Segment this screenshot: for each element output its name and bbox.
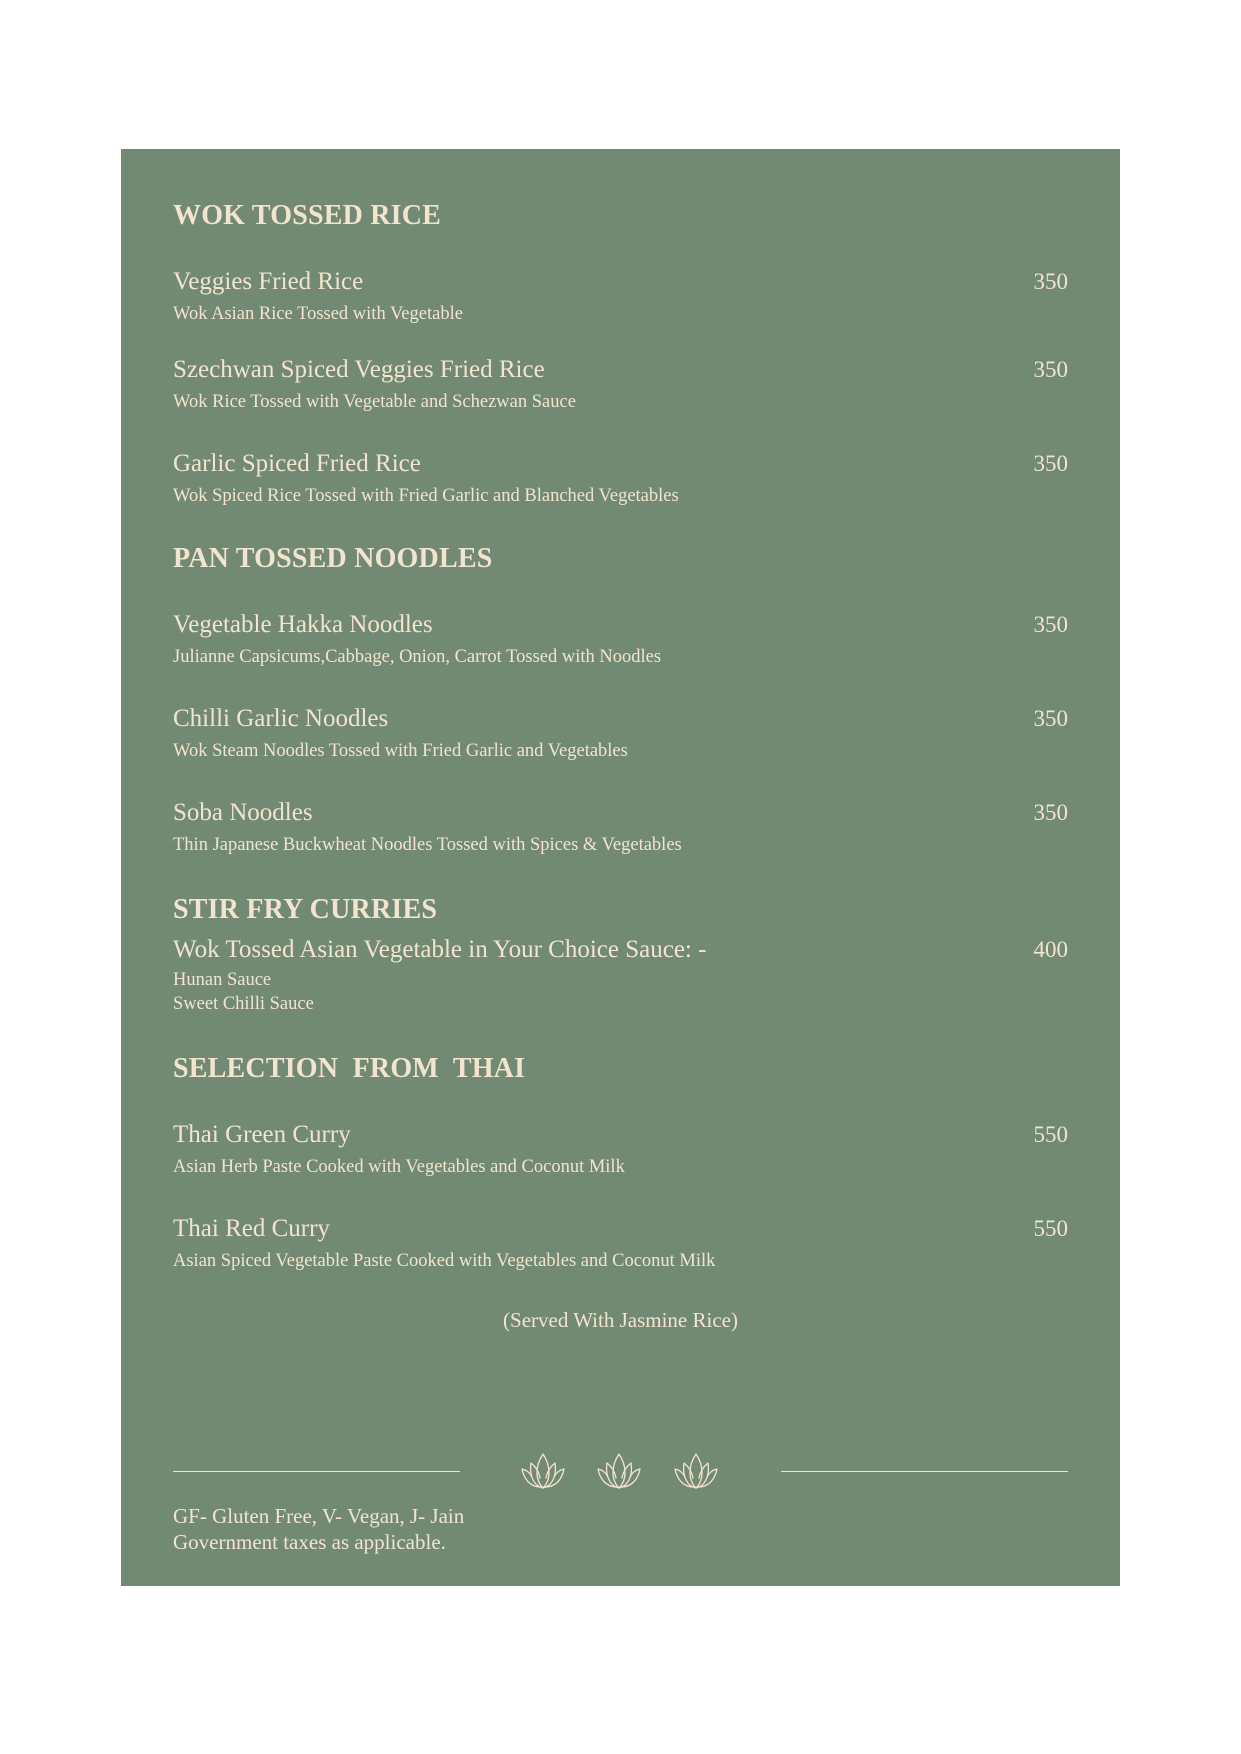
item-desc-thai-red-curry: Asian Spiced Vegetable Paste Cooked with Vegetables and Coconut Milk (173, 1251, 716, 1271)
item-price-soba-noodles: 350 (1033, 800, 1068, 825)
item-price-hakka-noodles: 350 (1033, 612, 1068, 637)
item-price-szechwan-fried-rice: 350 (1033, 357, 1068, 382)
section-title-selection-from-thai: SELECTION FROM THAI (173, 1053, 526, 1084)
dietary-legend: GF- Gluten Free, V- Vegan, J- Jain (173, 1504, 465, 1528)
item-name-hakka-noodles: Vegetable Hakka Noodles (173, 611, 433, 638)
item-name-chilli-garlic-noodles: Chilli Garlic Noodles (173, 705, 389, 732)
menu-panel (121, 149, 1120, 1586)
item-desc-soba-noodles: Thin Japanese Buckwheat Noodles Tossed with Spices & Vegetables (173, 835, 682, 855)
item-desc-chilli-garlic-noodles: Wok Steam Noodles Tossed with Fried Garlic and Vegetables (173, 741, 628, 761)
item-price-veggies-fried-rice: 350 (1033, 269, 1068, 294)
item-price-thai-green-curry: 550 (1033, 1122, 1068, 1147)
item-name-garlic-fried-rice: Garlic Spiced Fried Rice (173, 450, 421, 477)
item-name-veggies-fried-rice: Veggies Fried Rice (173, 268, 364, 295)
section-title-wok-tossed-rice: WOK TOSSED RICE (173, 200, 442, 231)
item-name-thai-red-curry: Thai Red Curry (173, 1215, 330, 1242)
section-title-stir-fry-curries: STIR FRY CURRIES (173, 894, 438, 925)
item-name-szechwan-fried-rice: Szechwan Spiced Veggies Fried Rice (173, 356, 545, 383)
item-name-thai-green-curry: Thai Green Curry (173, 1121, 351, 1148)
item-price-chilli-garlic-noodles: 350 (1033, 706, 1068, 731)
item-desc-hakka-noodles: Julianne Capsicums,Cabbage, Onion, Carrot Tossed with Noodles (173, 647, 662, 667)
item-desc-garlic-fried-rice: Wok Spiced Rice Tossed with Fried Garlic and Blanched Vegetables (173, 486, 679, 506)
item-desc-szechwan-fried-rice: Wok Rice Tossed with Vegetable and Schezwan Sauce (173, 392, 576, 412)
item-name-soba-noodles: Soba Noodles (173, 799, 313, 826)
item-price-thai-red-curry: 550 (1033, 1216, 1068, 1241)
item-name-wok-tossed-asian-vegetable: Wok Tossed Asian Vegetable in Your Choice Sauce: - (173, 936, 707, 963)
item-price-garlic-fried-rice: 350 (1033, 451, 1068, 476)
served-with-note: (Served With Jasmine Rice) (503, 1308, 738, 1332)
item-desc-veggies-fried-rice: Wok Asian Rice Tossed with Vegetable (173, 304, 463, 324)
sauce-option: Hunan Sauce (173, 970, 272, 990)
item-desc-thai-green-curry: Asian Herb Paste Cooked with Vegetables and Coconut Milk (173, 1157, 625, 1177)
lotus-icon (673, 1450, 719, 1492)
sauce-option: Sweet Chilli Sauce (173, 994, 314, 1014)
lotus-icon (596, 1450, 642, 1492)
tax-note: Government taxes as applicable. (173, 1530, 446, 1554)
divider-left (173, 1471, 460, 1472)
lotus-icon (520, 1450, 566, 1492)
section-title-pan-tossed-noodles: PAN TOSSED NOODLES (173, 543, 493, 574)
item-price-wok-tossed-asian-vegetable: 400 (1033, 937, 1068, 962)
divider-right (781, 1471, 1068, 1472)
